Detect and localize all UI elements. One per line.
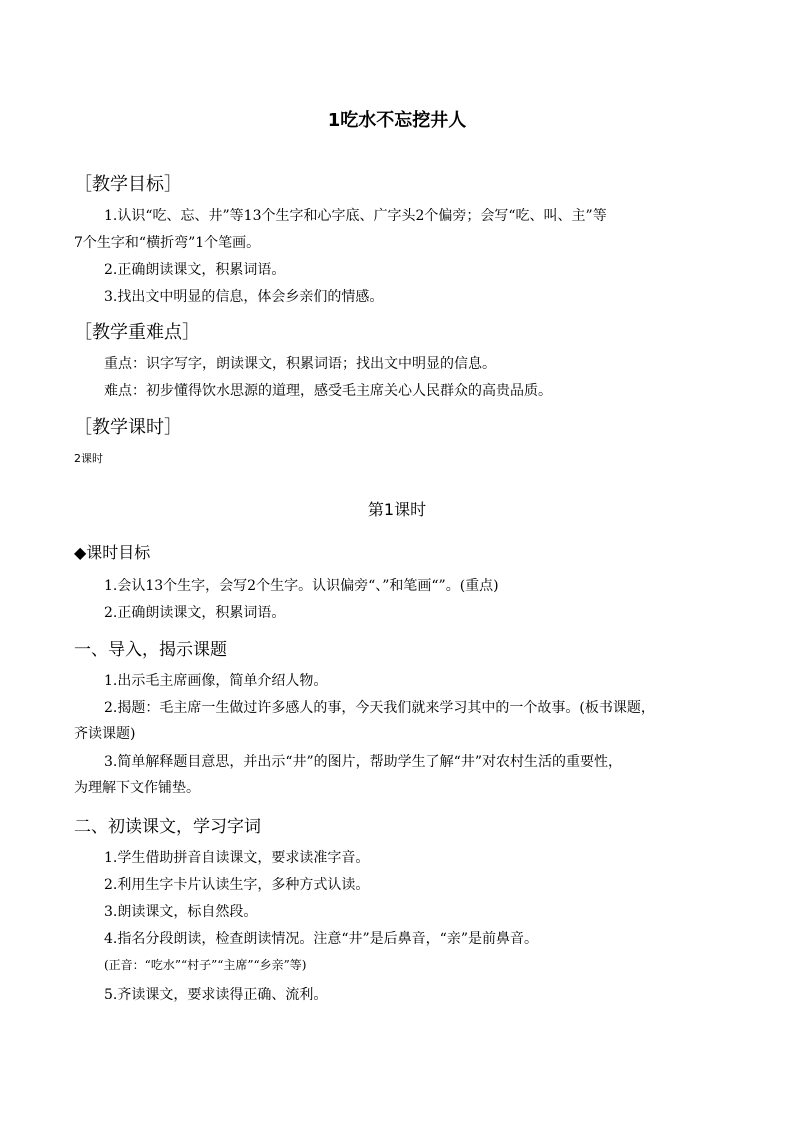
- part1-heading: 一、导入，揭示课题: [74, 640, 227, 660]
- key-line-2: 难点：初步懂得饮水思源的道理，感受毛主席关心人民群众的高贵品质。: [104, 383, 552, 399]
- goals-heading: ［教学目标］: [74, 174, 182, 195]
- lesson-subtitle: 第1课时: [367, 500, 427, 519]
- key-line-1: 重点：识字写字，朗读课文，积累词语；找出文中明显的信息。: [104, 356, 496, 372]
- key-heading: ［教学重难点］: [74, 322, 200, 343]
- part2-line-5: 5.齐读课文，要求读得正确、流利。: [104, 987, 328, 1003]
- part1-line-4: 3.简单解释题目意思，并出示“井”的图片，帮助学生了解“井”对农村生活的重要性，: [104, 754, 622, 770]
- part2-line-2: 2.利用生字卡片认读生字，多种方式认读。: [104, 877, 370, 893]
- lesson-goal-2: 2.正确朗读课文，积累词语。: [104, 605, 286, 621]
- part2-note: (正音：“吃水”“村子”“主席”“乡亲”等): [104, 958, 307, 972]
- hours-heading: ［教学课时］: [74, 417, 182, 438]
- goal-line-2: 7个生字和“横折弯”1个笔画。: [74, 235, 261, 251]
- lesson-goal-1: 1.会认13个生字，会写2个生字。认识偏旁“、”和笔画“”。(重点): [104, 578, 499, 594]
- part2-heading: 二、初读课文，学习字词: [74, 817, 261, 837]
- goal-line-1: 1.认识“吃、忘、井”等13个生字和心字底、广字头2个偏旁；会写“吃、叫、主”等: [104, 208, 607, 224]
- part1-line-2: 2.揭题：毛主席一生做过许多感人的事，今天我们就来学习其中的一个故事。(板书课题，: [104, 700, 655, 716]
- part1-line-5: 为理解下文作铺垫。: [74, 780, 200, 796]
- page-title: 1吃水不忘挖井人: [327, 110, 467, 131]
- part1-line-1: 1.出示毛主席画像，简单介绍人物。: [104, 673, 328, 689]
- part2-line-4: 4.指名分段朗读，检查朗读情况。注意“井”是后鼻音，“亲”是前鼻音。: [104, 931, 538, 947]
- hours-text: 2课时: [74, 452, 103, 465]
- goal-line-4: 3.找出文中明显的信息，体会乡亲们的情感。: [104, 289, 384, 305]
- lesson-goal-heading: ◆课时目标: [74, 543, 151, 562]
- part2-line-1: 1.学生借助拼音自读课文，要求读准字音。: [104, 850, 370, 866]
- goal-line-3: 2.正确朗读课文，积累词语。: [104, 262, 286, 278]
- part1-line-3: 齐读课题): [74, 726, 136, 742]
- part2-line-3: 3.朗读课文，标自然段。: [104, 904, 258, 920]
